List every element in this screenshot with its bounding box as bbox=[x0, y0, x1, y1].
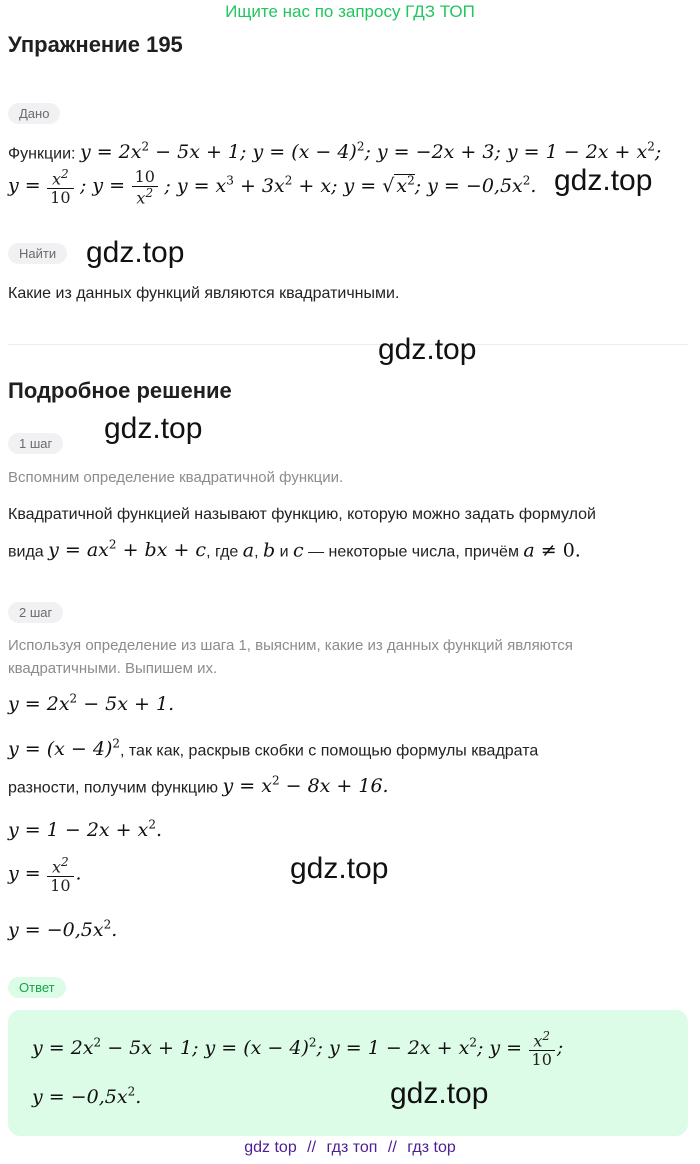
divider bbox=[8, 344, 688, 345]
given-functions-line1: Функции: $y = 2x^2 - 5x + 1$; $y = (x - 4)^2$; y = −2x + 3; $y = 1 - 2x + x^2$; bbox=[8, 140, 662, 164]
footer-link-gdz-top[interactable]: gdz top bbox=[244, 1139, 297, 1156]
search-banner: Ищите нас по запросу ГДЗ ТОП bbox=[225, 2, 475, 21]
answer-line2: $y = -0,5x^2$. bbox=[32, 1085, 142, 1109]
footer-separator: // bbox=[387, 1139, 397, 1156]
find-badge: Найти bbox=[8, 243, 67, 264]
step2-badge: 2 шаг bbox=[8, 602, 63, 623]
footer-separator: // bbox=[307, 1139, 317, 1156]
watermark: gdz.top bbox=[104, 412, 203, 445]
exercise-title: Упражнение 195 bbox=[8, 32, 183, 57]
watermark: gdz.top bbox=[86, 236, 185, 269]
step2-hint-line1: Используя определение из шага 1, выясним, какие из данных функций являются bbox=[8, 637, 573, 654]
given-badge: Дано bbox=[8, 103, 60, 124]
step1-definition-line2: вида $y = ax^2$ + bx + c, где a, b и c — некоторые числа, причём a ≠ 0. bbox=[8, 538, 581, 562]
footer-link-gdz-top-mixed[interactable]: гдз top bbox=[407, 1139, 456, 1156]
step2-hint-line2: квадратичными. Выпишем их. bbox=[8, 660, 218, 677]
step1-definition-line1: Квадратичной функцией называют функцию, которую можно задать формулой bbox=[8, 506, 596, 523]
footer-links bbox=[0, 1139, 700, 1157]
step2-function-5: $y = -0,5x^2$. bbox=[8, 918, 118, 942]
watermark: gdz.top bbox=[378, 333, 477, 366]
footer-link-gdz-top-ru[interactable]: гдз топ bbox=[326, 1139, 378, 1156]
step2-function-2-cont: разности, получим функцию $y = x^2 - 8x + 16$. bbox=[8, 774, 389, 798]
step1-badge: 1 шаг bbox=[8, 433, 63, 454]
step2-function-4: y = $\frac{x^2}{10}$ . bbox=[8, 855, 82, 895]
step2-function-1: $y = 2x^2 - 5x + 1$. bbox=[8, 692, 175, 716]
answer-line1: $y = 2x^2 - 5x + 1$; $y = (x - 4)^2$; $y = 1 - 2x + x^2$; y = $\frac{x^2}{10}$ ; bbox=[32, 1029, 564, 1069]
watermark: gdz.top bbox=[554, 164, 653, 197]
step2-function-3: $y = 1 - 2x + x^2$. bbox=[8, 818, 163, 842]
step1-hint: Вспомним определение квадратичной функции. bbox=[8, 469, 344, 486]
watermark: gdz.top bbox=[390, 1077, 489, 1110]
solution-title: Подробное решение bbox=[8, 378, 232, 403]
step2-function-2: $y = (x - 4)^2$, так как, раскрыв скобки с помощью формулы квадрата bbox=[8, 737, 539, 761]
answer-badge: Ответ bbox=[8, 977, 66, 998]
find-question: Какие из данных функций являются квадратичными. bbox=[8, 285, 400, 302]
watermark: gdz.top bbox=[290, 852, 389, 885]
answer-box bbox=[8, 1010, 688, 1136]
given-functions-line2: y = $\frac{x^2}{10}$ ; y = $\frac{10}{x^2}$ ; $y = x^3 + 3x^2 + x$; y = √ $x^2$; $y = -0,5x^2$. bbox=[8, 167, 537, 207]
